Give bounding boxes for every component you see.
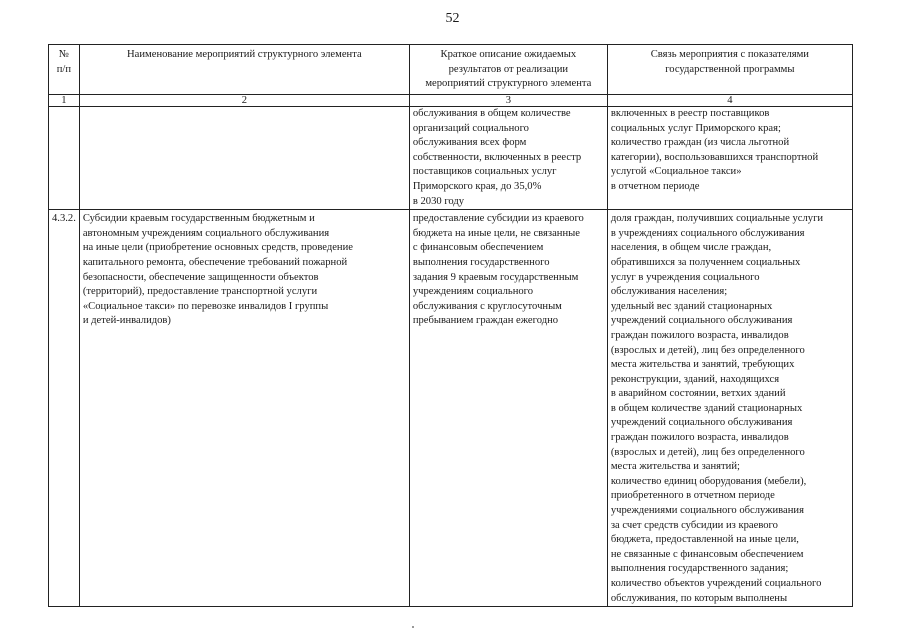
column-number: 1 [49, 95, 80, 107]
cell-num [49, 107, 80, 210]
header-num: № п/п [49, 45, 80, 95]
scan-speck [412, 626, 414, 628]
column-number: 4 [607, 95, 852, 107]
table-row [49, 107, 853, 210]
column-number: 2 [79, 95, 409, 107]
cell-name [79, 107, 409, 210]
cell-link: доля граждан, получивших социальные услуги в учреждениях социального обслуживания населения, в общем числе граждан, обратившихся за полученнем социальных услуг в учреждения социального обслуживания населения; удельный вес зданий стационарных учреждений социального обслуживания граждан пожилого возраста, инвалидов (взрослых и детей), лиц без определенного места жительства и занятий, требующих реконструкции, зданий, находящихся в аварийном состоянии, ветхих зданий в общем количестве зданий стационарных учреждений социального обслуживания граждан пожилого возраста, инвалидов (взрослых и детей), лиц без определенного места жительства и занятий; количество единиц оборудования (мебели), приобретенного в отчетном периоде учреждениями социального обслуживания за счет средств субсидии из краевого бюджета, предоставленной на иные цели, не связанные с финансовым обеспечением выполнения государственного задания; количество объектов учреждений социального обслуживания, по которым выполнены [607, 210, 852, 607]
header-description: Краткое описание ожидаемых результатов от реализации мероприятий структурного элемента [409, 45, 607, 95]
table-row [49, 210, 853, 607]
cell-name: Субсидии краевым государственным бюджетным и автономным учреждениям социального обслуживания на иные цели (приобретение основных средств, проведение капитального ремонта, обеспечение требований пожарной безопасности, обеспечение защищенности объектов (территорий), предоставление транспортной услуги «Социальное такси» по перевозке инвалидов I группы и детей-инвалидов) [79, 210, 409, 607]
cell-num: 4.3.2. [49, 210, 80, 607]
cell-description: предоставление субсидии из краевого бюджета на иные цели, не связанные с финансовым обеспечением выполнения государственного задания 9 краевым государственным учреждениям социального обслуживания с круглосуточным пребыванием граждан ежегодно [409, 210, 607, 607]
header-link: Связь мероприятия с показателями государственной программы [607, 45, 852, 95]
table-header-row [49, 45, 853, 95]
page-number: 52 [445, 11, 460, 26]
header-name: Наименование мероприятий структурного элемента [79, 45, 409, 95]
program-table [48, 44, 853, 607]
cell-link: включенных в реестр поставщиков социальных услуг Приморского края; количество граждан (из числа льготной категории), воспользовавшихся транспортной услугой «Социальное такси» в отчетном периоде [607, 107, 852, 210]
column-number: 3 [409, 95, 607, 107]
column-number-row [49, 95, 853, 107]
cell-description: обслуживания в общем количестве организаций социального обслуживания всех форм собственности, включенных в реестр поставщиков социальных услуг Приморского края, до 35,0% в 2030 году [409, 107, 607, 210]
